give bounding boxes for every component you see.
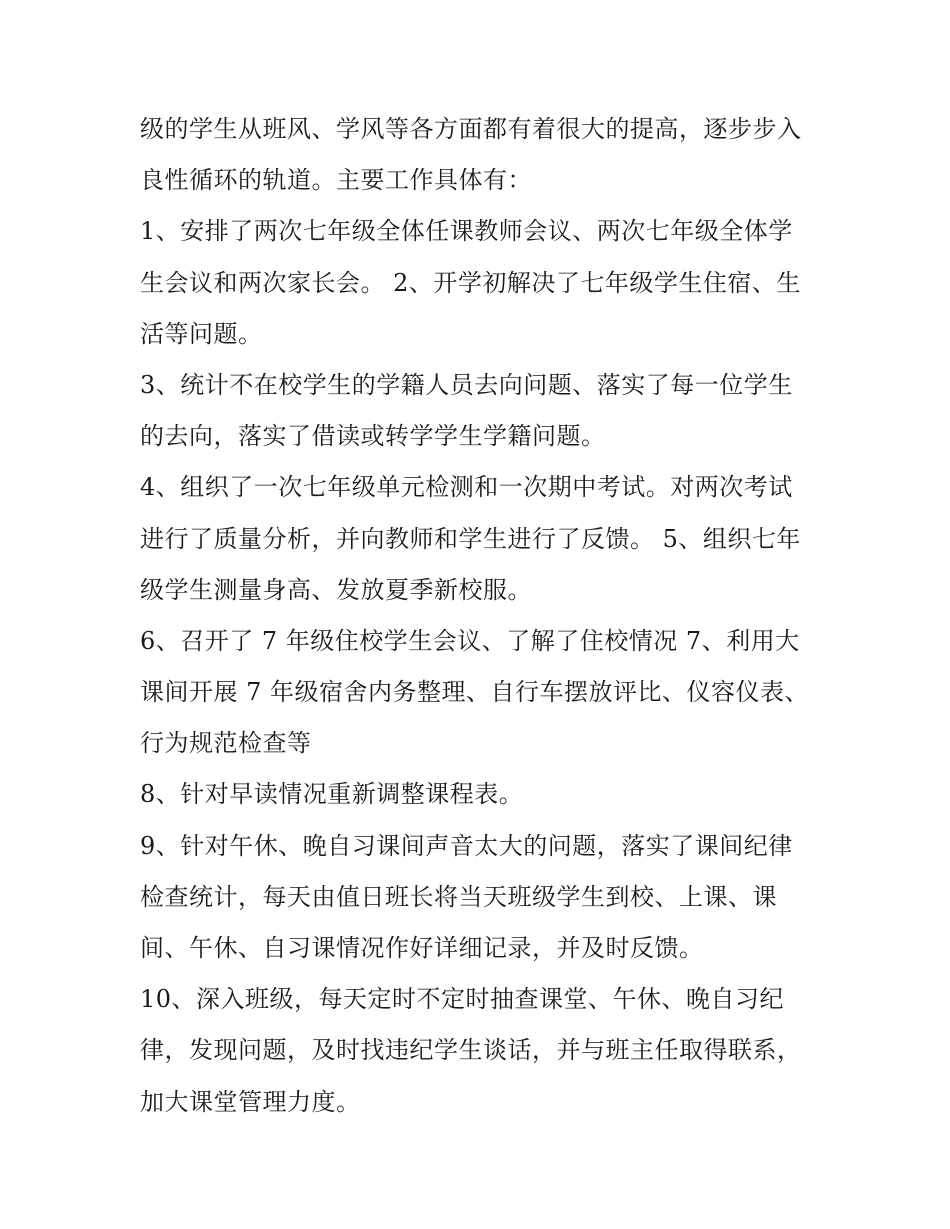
text-line: 10、深入班级，每天定时不定时抽查课堂、午休、晚自习纪: [140, 985, 785, 1014]
text-line: 8、针对早读情况重新调整课程表。: [140, 780, 524, 809]
document-body: [140, 104, 820, 1128]
text-line: 行为规范检查等: [140, 729, 312, 758]
text-line: 良性循环的轨道。主要工作具体有：: [140, 166, 532, 195]
text-line: 6、召开了 7 年级住校学生会议、了解了住校情况 7、利用大: [140, 626, 800, 655]
text-line: 检查统计，每天由值日班长将当天班级学生到校、上课、课: [140, 882, 777, 911]
text-line: 3、统计不在校学生的学籍人员去向问题、落实了每一位学生: [140, 370, 793, 399]
text-line: 活等问题。: [140, 319, 263, 348]
text-line: 的去向，落实了借读或转学学生学籍问题。: [140, 422, 606, 451]
text-line: 课间开展 7 年级宿舍内务整理、自行车摆放评比、仪容仪表、: [140, 678, 810, 707]
text-line: 加大课堂管理力度。: [140, 1087, 361, 1116]
text-line: 级学生测量身高、发放夏季新校服。: [140, 575, 532, 604]
text-line: 4、组织了一次七年级单元检测和一次期中考试。对两次考试: [140, 473, 793, 502]
text-line: 律，发现问题，及时找违纪学生谈话，并与班主任取得联系，: [140, 1036, 802, 1065]
text-line: 生会议和两次家长会。 2、开学初解决了七年级学生住宿、生: [140, 268, 801, 297]
text-line: 1、安排了两次七年级全体任课教师会议、两次七年级全体学: [140, 217, 793, 246]
text-line: 进行了质量分析，并向教师和学生进行了反馈。 5、组织七年: [140, 524, 801, 553]
text-line: 级的学生从班风、学风等各方面都有着很大的提高，逐步步入: [140, 115, 802, 143]
text-line: 间、午休、自习课情况作好详细记录，并及时反馈。: [140, 934, 704, 962]
text-line: 9、针对午休、晚自习课间声音太大的问题，落实了课间纪律: [140, 831, 793, 860]
